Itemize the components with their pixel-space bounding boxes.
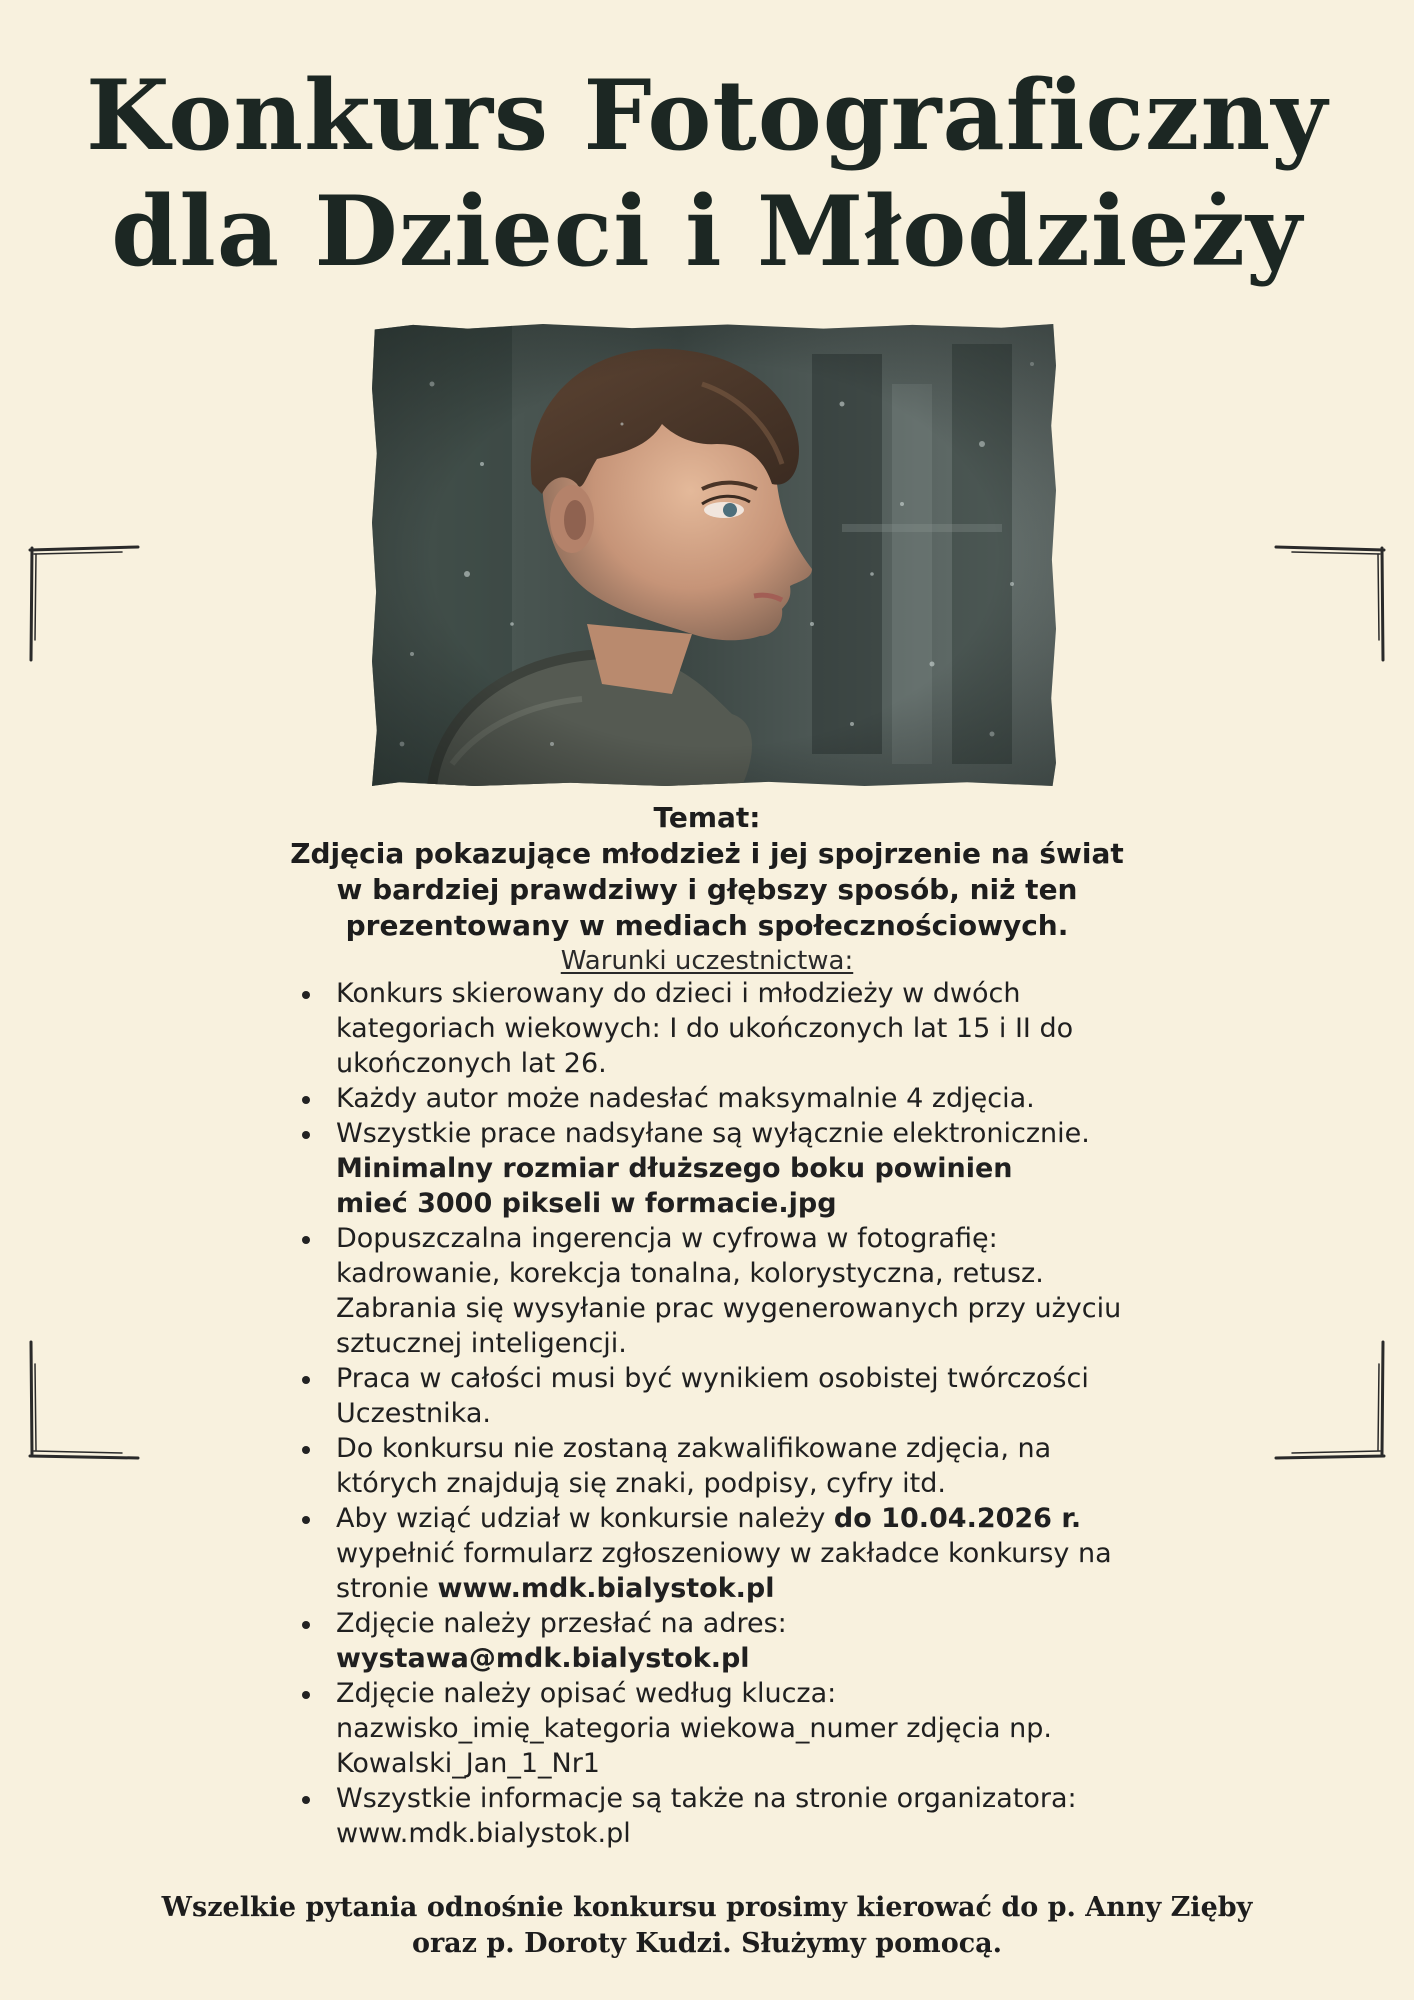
rule-9-line-2: nazwisko_imię_kategoria wiekowa_numer zdjęcia np. [336,1713,1052,1744]
rule-3-line-3: mieć 3000 pikseli w formacie.jpg [336,1188,837,1219]
rule-5-line-2: Uczestnika. [336,1398,491,1429]
rule-4-line-3: Zabrania się wysyłanie prac wygenerowanych przy użyciu [336,1293,1122,1324]
organizer-website-link[interactable]: www.mdk.bialystok.pl [336,1818,631,1849]
rule-4-line-1: Dopuszczalna ingerencja w cyfrowa w fotografię: [336,1223,998,1254]
rule-6-line-2: których znajdują się znaki, podpisy, cyfry itd. [336,1468,946,1499]
rule-6-line-1: Do konkursu nie zostaną zakwalifikowane zdjęcia, na [336,1433,1052,1464]
list-item [298,1361,1178,1431]
topic-section [0,800,1414,978]
conditions-heading-wrap [0,944,1414,978]
title-line-2: dla Dzieci i Młodzieży [111,175,1303,288]
corner-bracket-top-left-icon [26,540,146,670]
list-item [298,1606,1178,1676]
rule-9-line-1: Zdjęcie należy opisać według klucza: [336,1678,837,1709]
rule-5-line-1: Praca w całości musi być wynikiem osobistej twórczości [336,1363,1089,1394]
rule-9-line-3: Kowalski_Jan_1_Nr1 [336,1748,600,1779]
rule-7-line-2: wypełnić formularz zgłoszeniowy w zakładce konkursy na [336,1538,1112,1569]
topic-line-1: Zdjęcia pokazujące młodzież i jej spojrzenie na świat [290,837,1124,870]
list-item [298,976,1178,1081]
rule-1-line-3: ukończonych lat 26. [336,1048,607,1079]
rule-4-line-4: sztucznej inteligencji. [336,1328,627,1359]
corner-bracket-bottom-left-icon [26,1336,146,1466]
teen-portrait-rainy-window-icon [372,324,1056,786]
rules-list [298,976,1178,1851]
email-link[interactable]: wystawa@mdk.bialystok.pl [336,1643,750,1674]
footer-line-1: Wszelkie pytania odnośnie konkursu prosimy kierować do p. Anny Zięby [161,1892,1253,1923]
corner-bracket-bottom-right-icon [1268,1336,1388,1466]
list-item [298,1116,1178,1221]
title-line-1: Konkurs Fotograficzny [85,59,1329,172]
rule-2-line-1: Każdy autor może nadesłać maksymalnie 4 zdjęcia. [336,1083,1035,1114]
rule-3-line-1: Wszystkie prace nadsyłane są wyłącznie elektronicznie. [336,1118,1090,1149]
rule-10-line-1: Wszystkie informacje są także na stronie organizatora: [336,1783,1077,1814]
list-item [298,1501,1178,1606]
topic-line-2: w bardziej prawdziwy i głębszy sposób, niż ten [336,873,1078,906]
list-item [298,1431,1178,1501]
teen-portrait-image [372,324,1056,786]
list-item [298,1781,1178,1851]
topic-label: Temat: [653,801,761,834]
rule-3-line-2: Minimalny rozmiar dłuższego boku powinien [336,1153,1013,1184]
rule-1-line-1: Konkurs skierowany do dzieci i młodzieży w dwóch [336,978,1021,1009]
footer-line-2: oraz p. Doroty Kudzi. Służymy pomocą. [411,1928,1003,1959]
list-item [298,1081,1178,1116]
rule-8-line-1: Zdjęcie należy przesłać na adres: [336,1608,787,1639]
footer-contact [0,1890,1414,1962]
poster-title [0,58,1414,290]
corner-bracket-top-right-icon [1268,540,1388,670]
list-item [298,1221,1178,1361]
rule-1-line-2: kategoriach wiekowych: I do ukończonych lat 15 i II do [336,1013,1074,1044]
rule-7-text: Aby wziąć udział w konkursie należy [336,1503,834,1534]
list-item [298,1676,1178,1781]
topic-line-3: prezentowany w mediach społecznościowych. [345,909,1069,942]
deadline-date: do 10.04.2026 r. [833,1503,1082,1534]
rule-7-line-1 [336,1501,1178,1536]
conditions-heading: Warunki uczestnictwa: [560,946,854,976]
rule-4-line-2: kadrowanie, korekcja tonalna, kolorystyczna, retusz. [336,1258,1044,1289]
website-link[interactable]: www.mdk.bialystok.pl [437,1573,775,1604]
rule-7-line-3 [336,1571,1178,1606]
rule-7-text-2: stronie [336,1573,438,1604]
